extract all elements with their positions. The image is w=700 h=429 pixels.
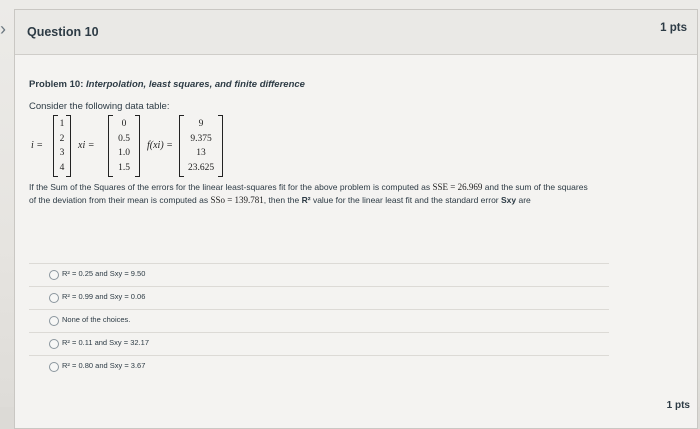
question-card	[14, 9, 698, 429]
x-value: 0	[121, 119, 127, 129]
f-value: 13	[196, 148, 206, 158]
paragraph-text: are	[516, 195, 531, 205]
paragraph-text: , then the	[263, 195, 302, 205]
x-value: 1.0	[118, 148, 130, 158]
answer-option[interactable]	[29, 332, 609, 355]
answer-option[interactable]	[29, 263, 609, 286]
answer-option[interactable]	[29, 355, 609, 378]
i-label: i =	[31, 140, 44, 151]
radio-button[interactable]	[49, 339, 59, 349]
answer-label[interactable]: R² = 0.25 and Sxy = 9.50	[62, 269, 146, 278]
x-matrix	[108, 116, 140, 176]
f-label: f(xi) =	[147, 140, 173, 151]
answer-label[interactable]: R² = 0.11 and Sxy = 32.17	[62, 338, 150, 347]
paragraph-text: value for the linear least fit and the standard error	[310, 195, 501, 205]
next-question-points: 1 pts	[666, 400, 690, 411]
question-points: 1 pts	[660, 22, 687, 34]
collapse-arrow-icon[interactable]: ›	[0, 19, 6, 39]
i-value: 3	[59, 148, 65, 158]
radio-button[interactable]	[49, 316, 59, 326]
answer-label[interactable]: R² = 0.80 and Sxy = 3.67	[62, 361, 146, 370]
question-paragraph	[29, 181, 594, 207]
i-value: 1	[59, 119, 65, 129]
f-matrix	[179, 116, 223, 176]
f-value: 9.375	[190, 134, 212, 144]
x-value: 0.5	[118, 134, 130, 144]
consider-text: Consider the following data table:	[29, 101, 170, 112]
f-value: 23.625	[187, 163, 215, 173]
x-label: xi =	[78, 140, 95, 151]
question-header	[15, 10, 697, 55]
radio-button[interactable]	[49, 293, 59, 303]
answer-list	[29, 263, 609, 378]
problem-title	[29, 79, 305, 90]
answer-label[interactable]: None of the choices.	[62, 315, 131, 324]
answer-option[interactable]	[29, 309, 609, 332]
problem-title-rest: Interpolation, least squares, and finite difference	[86, 79, 305, 90]
answer-option[interactable]	[29, 286, 609, 309]
sse-value: SSE = 26.969	[432, 182, 483, 192]
radio-button[interactable]	[49, 362, 59, 372]
i-value: 4	[59, 163, 65, 173]
answer-label[interactable]: R² = 0.99 and Sxy = 0.06	[62, 292, 146, 301]
i-value: 2	[59, 134, 65, 144]
problem-title-prefix: Problem 10:	[29, 79, 87, 90]
i-matrix	[53, 116, 71, 176]
paragraph-text: If the Sum of the Squares of the errors for the linear least-squares fit for the above problem is computed as	[29, 182, 433, 192]
question-title: Question 10	[27, 25, 99, 39]
radio-button[interactable]	[49, 270, 59, 280]
sso-value: SSo = 139.781	[210, 195, 264, 205]
r2-term: R²	[301, 195, 311, 205]
paragraph-text: and the sum of the squares of the deviation from their mean is computed as	[29, 182, 588, 205]
sxy-term: Sxy	[501, 195, 517, 205]
x-value: 1.5	[118, 163, 130, 173]
f-value: 9	[198, 119, 204, 129]
